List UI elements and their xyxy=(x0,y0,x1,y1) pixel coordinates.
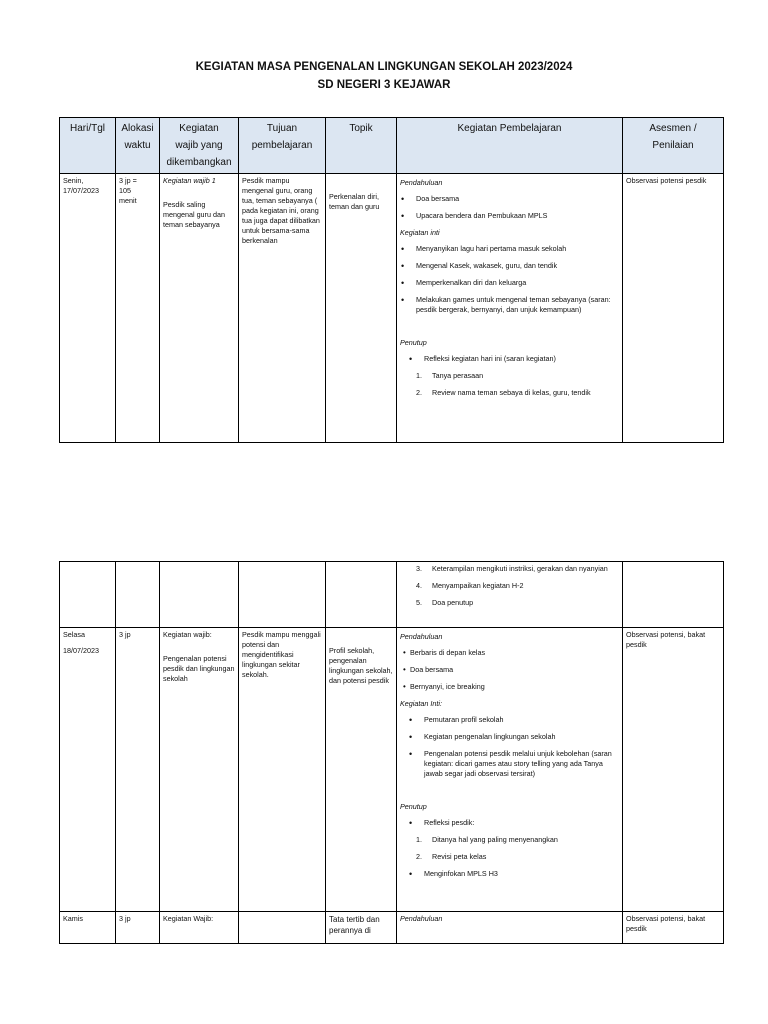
kegiatan-text: Pengenalan potensi pesdik dan lingkungan sekolah xyxy=(163,654,235,683)
list-item: • Berbaris di depan kelas xyxy=(400,648,619,658)
list-item: • Refleksi pesdik: xyxy=(408,818,619,828)
list-item: • Menginfokan MPLS H3 xyxy=(408,869,619,879)
cell-tujuan: Pesdik mampu mengenal guru, orang tua, teman sebayanya ( pada kegiatan ini, orang tua juga dapat dilibatkan untuk bersama-sama berkenalan xyxy=(239,174,326,443)
list-item: • Memperkenalkan diri dan keluarga xyxy=(400,278,619,288)
table-row-selasa xyxy=(60,628,724,912)
header-hari: Hari/Tgl xyxy=(60,118,116,174)
cell-alokasi: 3 jp xyxy=(116,628,160,912)
list-item: • Doa bersama xyxy=(400,665,619,675)
list-item: • Pengenalan potensi pesdik melalui unjuk kebolehan (saran kegiatan: dicari games atau story telling yang ada Tanya jawab segar jadi observasi tersirat) xyxy=(408,749,619,779)
cell-topik: Tata tertib dan perannya di xyxy=(326,912,397,944)
list-item: • Mengenal Kasek, wakasek, guru, dan tendik xyxy=(400,261,619,271)
header-kegiatan: Kegiatan wajib yang dikembangkan xyxy=(160,118,239,174)
header-tujuan: Tujuan pembelajaran xyxy=(239,118,326,174)
school-name: SD NEGERI 3 KEJAWAR xyxy=(317,79,451,91)
header-alokasi: Alokasi waktu xyxy=(116,118,160,174)
list-item: • Refleksi kegiatan hari ini (saran kegiatan) xyxy=(408,354,619,364)
list-item: 2. Revisi peta kelas xyxy=(416,852,487,861)
kegiatan-label: Kegiatan wajib: xyxy=(163,630,212,639)
list-item: 3. Keterampilan mengikuti instriksi, gerakan dan nyanyian xyxy=(416,564,608,573)
table-row-continued xyxy=(60,562,724,628)
list-item: 1. Tanya perasaan xyxy=(416,371,484,380)
cell-hari: Selasa 18/07/2023 xyxy=(60,628,116,912)
list-item: • Kegiatan pengenalan lingkungan sekolah xyxy=(408,732,619,742)
list-item: • Bernyanyi, ice breaking xyxy=(400,682,619,692)
header-asesmen: Asesmen / Penilaian xyxy=(623,118,724,174)
table-row-kamis xyxy=(60,912,724,944)
schedule-table-page-1 xyxy=(59,117,724,443)
cell-pembelajaran: Pendahuluan • Berbaris di depan kelas • Doa bersama • Bernyanyi, ice breaking Kegiatan Inti: • Pemutaran profil sekolah • Kegiatan pengenalan lingkungan sekolah • Pengenalan potensi pesdik melalui unjuk kebolehan (saran kegiatan: dicari games atau story telling yang ada Tanya jawab segar jadi observasi tersirat) Penutup • Refleksi pesdik: 1. Ditanya hal yang paling menyenangkan 2. Revisi peta kelas • Menginfokan MPLS H3 xyxy=(397,628,623,912)
cell-asesmen: Observasi potensi pesdik xyxy=(623,174,724,443)
cell-pembelajaran: Pendahuluan xyxy=(397,912,623,944)
list-item: 1. Ditanya hal yang paling menyenangkan xyxy=(416,835,558,844)
cell-kegiatan xyxy=(160,174,239,443)
header-topik: Topik xyxy=(326,118,397,174)
cell-hari: Kamis xyxy=(60,912,116,944)
list-item: • Melakukan games untuk mengenal teman sebayanya (saran: pesdik bergerak, bernyanyi, dan unjuk kemampuan) xyxy=(400,295,619,315)
cell-hari: Senin, 17/07/2023 xyxy=(60,174,116,443)
list-item: 2. Review nama teman sebaya di kelas, guru, tendik xyxy=(416,388,591,397)
table-row-senin xyxy=(60,174,724,443)
document-title: KEGIATAN MASA PENGENALAN LINGKUNGAN SEKOLAH 2023/2024 xyxy=(195,61,573,73)
header-pembelajaran: Kegiatan Pembelajaran xyxy=(397,118,623,174)
kegiatan-label: Kegiatan wajib 1 xyxy=(163,176,216,185)
cell-asesmen: Observasi potensi, bakat pesdik xyxy=(623,628,724,912)
cell-alokasi: 3 jp = 105 menit xyxy=(116,174,160,443)
cell-pembelajaran: Pendahuluan • Doa bersama • Upacara bendera dan Pembukaan MPLS Kegiatan inti • Menyanyikan lagu hari pertama masuk sekolah • Mengenal Kasek, wakasek, guru, dan tendik • Memperkenalkan diri dan keluarga • Melakukan games untuk mengenal teman sebayanya (saran: pesdik bergerak, bernyanyi, dan unjuk kemampuan) Penutup • Refleksi kegiatan hari ini (saran kegiatan) 1. Tanya perasaan 2. Review nama teman sebaya di kelas, guru, tendik xyxy=(397,174,623,443)
cell-pembelajaran xyxy=(397,562,623,628)
cell-asesmen: Observasi potensi, bakat pesdik xyxy=(623,912,724,944)
list-item: • Menyanyikan lagu hari pertama masuk sekolah xyxy=(400,244,619,254)
list-item: 5. Doa penutup xyxy=(416,598,474,607)
cell-topik: Perkenalan diri, teman dan guru xyxy=(326,174,397,443)
kegiatan-text: Pesdik saling mengenal guru dan teman sebayanya xyxy=(163,200,225,229)
list-item: 4. Menyampaikan kegiatan H-2 xyxy=(416,581,524,590)
cell-kegiatan xyxy=(160,628,239,912)
list-item: • Pemutaran profil sekolah xyxy=(408,715,619,725)
header-row xyxy=(60,118,724,174)
cell-kegiatan: Kegiatan Wajib: xyxy=(160,912,239,944)
list-item: • Upacara bendera dan Pembukaan MPLS xyxy=(400,211,619,221)
list-item: • Doa bersama xyxy=(400,194,619,204)
cell-alokasi: 3 jp xyxy=(116,912,160,944)
schedule-table-page-2 xyxy=(59,561,724,944)
cell-tujuan: Pesdik mampu menggali potensi dan mengidentifikasi lingkungan sekitar sekolah. xyxy=(239,628,326,912)
cell-topik: Profil sekolah, pengenalan lingkungan sekolah, dan potensi pesdik xyxy=(326,628,397,912)
